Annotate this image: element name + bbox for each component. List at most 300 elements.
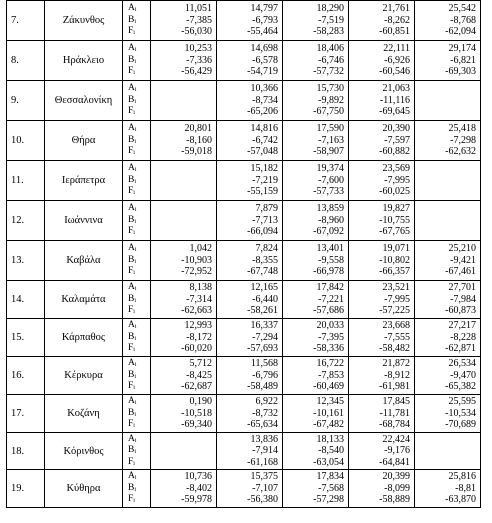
value-line: 16,337 [250, 320, 278, 332]
value-line: 18,406 [316, 43, 344, 55]
value-line [415, 106, 476, 117]
value-line: -72,952 [181, 266, 212, 278]
coefficient-letter: B [128, 445, 135, 456]
value-line: -56,030 [181, 26, 212, 38]
value-line: 20,033 [316, 320, 344, 332]
value-line: -60,546 [379, 66, 410, 78]
coefficient-label [128, 381, 150, 392]
value-line: -9,470 [450, 369, 476, 381]
value-line: -8,540 [318, 445, 344, 457]
coefficient-letter: F [128, 305, 134, 316]
row-number: 16. [7, 357, 45, 395]
value-line: -58,482 [379, 343, 410, 355]
value-line [151, 226, 212, 237]
coefficient-subscript: i [133, 110, 135, 117]
value-line: 11,051 [184, 3, 212, 15]
coefficient-label [128, 320, 150, 331]
coefficient-labels [123, 395, 151, 433]
coefficient-label [128, 370, 150, 381]
table-row [7, 281, 481, 319]
coefficient-subscript: i [134, 58, 137, 65]
value-line: 1,042 [189, 243, 212, 255]
city-name: Ιωάννινα [45, 201, 123, 241]
coefficient-label [128, 135, 150, 146]
value-line: 6,922 [255, 396, 278, 408]
coefficient-letter: A [128, 43, 135, 54]
table-row [7, 1, 481, 41]
value-line: -67,748 [247, 266, 278, 278]
coefficient-subscript: i [133, 460, 135, 467]
value-line: -65,382 [445, 381, 476, 393]
value-line: 13,859 [316, 203, 344, 215]
value-line [151, 83, 212, 94]
coefficient-label [128, 445, 150, 456]
city-name: Θήρα [45, 121, 123, 161]
table-row [7, 121, 481, 161]
value-cell [349, 81, 415, 121]
value-line: 13,401 [316, 243, 344, 255]
coefficient-letter: B [128, 94, 135, 105]
value-cell [349, 1, 415, 41]
value-cell [217, 121, 283, 161]
coefficient-subscript: i [134, 475, 137, 482]
value-line: -59,978 [181, 494, 212, 506]
value-line: -8,732 [252, 407, 278, 419]
coefficient-letter: A [128, 320, 135, 331]
value-cell [151, 357, 217, 395]
coefficient-label [128, 3, 150, 14]
value-line: -65,634 [247, 419, 278, 431]
coefficient-subscript: i [134, 138, 137, 145]
coefficient-labels [123, 281, 151, 319]
city-name: Καλαμάτα [45, 281, 123, 319]
coefficient-subscript: i [134, 373, 137, 380]
coefficient-subscript: i [133, 190, 135, 197]
value-cell [151, 161, 217, 201]
coefficient-letter: B [128, 14, 135, 25]
value-line: -10,161 [313, 407, 344, 419]
value-cell [283, 121, 349, 161]
coefficient-letter: B [128, 482, 135, 493]
value-cell [415, 1, 481, 41]
value-line: 29,174 [448, 43, 476, 55]
value-cell [415, 357, 481, 395]
value-line: 27,701 [448, 282, 476, 294]
value-line: 14,816 [250, 123, 278, 135]
coefficient-label [128, 266, 150, 277]
value-line: -8,960 [318, 214, 344, 226]
value-line [415, 457, 476, 468]
coefficient-label [128, 55, 150, 66]
coefficient-letter: B [128, 174, 135, 185]
coefficient-letter: F [128, 26, 134, 37]
row-number: 11. [7, 161, 45, 201]
value-line: -7,336 [186, 54, 212, 66]
value-line: -8,425 [186, 369, 212, 381]
row-number: 17. [7, 395, 45, 433]
coefficient-letter: A [128, 163, 135, 174]
value-line: 25,542 [448, 3, 476, 15]
value-line: -7,219 [252, 174, 278, 186]
table-row [7, 241, 481, 281]
value-line: -8,228 [450, 331, 476, 343]
value-cell [151, 470, 217, 508]
value-line: 17,834 [316, 471, 344, 483]
value-line: -60,025 [379, 186, 410, 198]
value-line: 12,345 [316, 396, 344, 408]
value-cell [349, 241, 415, 281]
value-cell [415, 161, 481, 201]
value-cell [283, 241, 349, 281]
value-line: -56,380 [247, 494, 278, 506]
value-line: -6,440 [252, 293, 278, 305]
coefficient-letter: A [128, 3, 135, 14]
value-line: -64,841 [379, 456, 410, 468]
city-name: Καβάλα [45, 241, 123, 281]
value-line: -61,168 [247, 456, 278, 468]
value-line [151, 203, 212, 214]
value-line: -8,402 [186, 482, 212, 494]
value-line: 18,290 [316, 3, 344, 15]
coefficient-label [128, 186, 150, 197]
coefficient-label [128, 43, 150, 54]
value-line: -7,995 [384, 293, 410, 305]
coefficient-letter: A [128, 471, 135, 482]
value-cell [217, 433, 283, 470]
value-line: -10,755 [379, 214, 410, 226]
value-cell [217, 1, 283, 41]
value-line: -57,693 [247, 343, 278, 355]
value-cell [283, 395, 349, 433]
coefficient-subscript: i [134, 335, 137, 342]
value-cell [151, 241, 217, 281]
value-line: 13,836 [250, 433, 278, 445]
value-line: 25,210 [448, 243, 476, 255]
value-cell [217, 161, 283, 201]
value-line: -68,784 [379, 419, 410, 431]
value-line: 14,797 [250, 3, 278, 15]
value-line [151, 175, 212, 186]
value-line: 8,138 [189, 282, 212, 294]
value-cell [151, 121, 217, 161]
city-name: Κάρπαθος [45, 319, 123, 357]
value-cell [217, 357, 283, 395]
value-line: -54,719 [247, 66, 278, 78]
value-line: -9,176 [384, 445, 410, 457]
value-cell [349, 161, 415, 201]
value-line: 27,217 [448, 320, 476, 332]
value-cell [283, 41, 349, 81]
value-line: -60,020 [181, 343, 212, 355]
value-cell [415, 41, 481, 81]
coefficient-subscript: i [133, 309, 135, 316]
coefficient-subscript: i [134, 7, 137, 14]
value-cell [283, 470, 349, 508]
value-line [415, 95, 476, 106]
value-line: -11,781 [379, 407, 410, 419]
value-cell [151, 281, 217, 319]
value-line: -8,172 [186, 331, 212, 343]
coefficient-letter: F [128, 66, 134, 77]
coefficient-label [128, 457, 150, 468]
value-line: -7,395 [318, 331, 344, 343]
coefficient-letter: A [128, 203, 135, 214]
value-line: -67,482 [313, 419, 344, 431]
value-line: -9,421 [450, 254, 476, 266]
value-cell [217, 281, 283, 319]
value-line: 16,722 [316, 358, 344, 370]
value-line: 20,390 [382, 123, 410, 135]
coefficient-label [128, 343, 150, 354]
row-number: 18. [7, 433, 45, 470]
coefficient-letter: A [128, 282, 135, 293]
value-line: 19,827 [382, 203, 410, 215]
value-line: -67,461 [445, 266, 476, 278]
value-line: 25,595 [448, 396, 476, 408]
value-line: -60,851 [379, 26, 410, 38]
value-line [415, 163, 476, 174]
value-cell [349, 121, 415, 161]
coefficient-labels [123, 1, 151, 41]
value-line [151, 215, 212, 226]
value-line: -63,054 [313, 456, 344, 468]
value-line: -66,357 [379, 266, 410, 278]
value-line: 12,993 [184, 320, 212, 332]
coefficient-label [128, 305, 150, 316]
value-cell [217, 470, 283, 508]
value-line: -57,732 [313, 66, 344, 78]
value-line: 23,521 [382, 282, 410, 294]
coefficient-labels [123, 241, 151, 281]
value-line: -58,336 [313, 343, 344, 355]
coefficient-subscript: i [134, 247, 137, 254]
value-line: -58,283 [313, 26, 344, 38]
value-cell [349, 319, 415, 357]
coefficient-letter: B [128, 214, 135, 225]
coefficient-subscript: i [134, 486, 137, 493]
coefficient-label [128, 358, 150, 369]
coefficient-subscript: i [134, 297, 137, 304]
value-line: -7,713 [252, 214, 278, 226]
coefficient-subscript: i [134, 437, 137, 444]
value-cell [283, 1, 349, 41]
city-name: Ηράκλειο [45, 41, 123, 81]
value-cell [349, 357, 415, 395]
value-line: 14,698 [250, 43, 278, 55]
coefficient-label [128, 396, 150, 407]
city-name: Κόρινθος [45, 433, 123, 470]
coefficient-label [128, 95, 150, 106]
coefficient-subscript: i [133, 498, 135, 505]
value-line: -66,094 [247, 226, 278, 238]
coefficient-letter: F [128, 456, 134, 467]
value-line: -58,889 [379, 494, 410, 506]
coefficient-label [128, 419, 150, 430]
value-line: -67,750 [313, 106, 344, 118]
coefficient-letter: B [128, 369, 135, 380]
coefficient-label [128, 282, 150, 293]
coefficient-labels [123, 161, 151, 201]
coefficient-subscript: i [134, 362, 137, 369]
value-line: 7,879 [255, 203, 278, 215]
value-line [415, 445, 476, 456]
table-row [7, 201, 481, 241]
value-line: -62,687 [181, 381, 212, 393]
value-cell [217, 81, 283, 121]
city-name: Κύθηρα [45, 470, 123, 508]
value-cell [151, 201, 217, 241]
value-line: -62,871 [445, 343, 476, 355]
coefficient-letter: F [128, 419, 134, 430]
coefficient-label [128, 123, 150, 134]
value-line: -58,907 [313, 146, 344, 158]
value-cell [415, 319, 481, 357]
value-line [151, 434, 212, 445]
value-line: -69,303 [445, 66, 476, 78]
row-number: 10. [7, 121, 45, 161]
value-line: -60,882 [379, 146, 410, 158]
coefficient-subscript: i [134, 324, 137, 331]
coefficient-label [128, 66, 150, 77]
coefficient-subscript: i [134, 98, 137, 105]
coefficients-table-page [6, 0, 480, 523]
value-line: -7,600 [318, 174, 344, 186]
coefficient-label [128, 408, 150, 419]
value-line: -6,746 [318, 54, 344, 66]
value-line [151, 163, 212, 174]
value-cell [415, 201, 481, 241]
coefficient-subscript: i [134, 127, 137, 134]
row-number: 14. [7, 281, 45, 319]
value-line: -59,018 [181, 146, 212, 158]
value-cell [283, 319, 349, 357]
coefficient-letter: B [128, 331, 135, 342]
table-row [7, 41, 481, 81]
value-line: 19,071 [382, 243, 410, 255]
value-line: -8,099 [384, 482, 410, 494]
coefficient-subscript: i [133, 30, 135, 37]
value-line [415, 434, 476, 445]
coefficient-subscript: i [133, 423, 135, 430]
value-cell [151, 81, 217, 121]
coefficient-subscript: i [134, 449, 137, 456]
coefficient-label [128, 15, 150, 26]
value-line: -7,314 [186, 293, 212, 305]
city-name: Ζάκυνθος [45, 1, 123, 41]
value-line: -69,645 [379, 106, 410, 118]
value-line: 25,418 [448, 123, 476, 135]
coefficient-subscript: i [134, 218, 137, 225]
value-line: -8,734 [252, 94, 278, 106]
value-line: -6,578 [252, 54, 278, 66]
value-cell [415, 395, 481, 433]
coefficient-label [128, 434, 150, 445]
value-line: -7,298 [450, 134, 476, 146]
value-cell [283, 161, 349, 201]
value-line: 22,111 [383, 43, 410, 55]
value-line: -8,262 [384, 14, 410, 26]
coefficient-subscript: i [133, 385, 135, 392]
coefficient-label [128, 83, 150, 94]
table-row [7, 470, 481, 508]
city-name: Ιεράπετρα [45, 161, 123, 201]
coefficient-subscript: i [134, 411, 137, 418]
value-line: 11,568 [250, 358, 278, 370]
coefficient-subscript: i [134, 286, 137, 293]
coefficient-letter: A [128, 83, 135, 94]
coefficient-labels [123, 41, 151, 81]
value-cell [283, 433, 349, 470]
coefficient-subscript: i [133, 230, 135, 237]
value-line: -7,995 [384, 174, 410, 186]
row-number: 19. [7, 470, 45, 508]
value-line: -8,912 [384, 369, 410, 381]
coefficient-label [128, 483, 150, 494]
city-name: Κέρκυρα [45, 357, 123, 395]
value-line: 26,534 [448, 358, 476, 370]
coefficient-labels [123, 433, 151, 470]
value-line: -62,632 [445, 146, 476, 158]
value-line: 22,424 [382, 433, 410, 445]
value-line: -57,225 [379, 305, 410, 317]
coefficient-letter: B [128, 293, 135, 304]
value-line: 19,374 [316, 163, 344, 175]
value-line [415, 186, 476, 197]
coefficient-letter: F [128, 146, 134, 157]
value-cell [217, 395, 283, 433]
coefficient-letter: F [128, 494, 134, 505]
value-line: 5,712 [189, 358, 212, 370]
value-cell [415, 81, 481, 121]
value-line: 23,569 [382, 163, 410, 175]
value-cell [349, 433, 415, 470]
value-cell [151, 1, 217, 41]
value-line: -7,107 [252, 482, 278, 494]
coefficient-labels [123, 81, 151, 121]
city-name: Θεσσαλονίκη [45, 81, 123, 121]
table-row [7, 357, 481, 395]
coefficient-subscript: i [133, 70, 135, 77]
value-line: 20,801 [184, 123, 212, 135]
value-line: 10,736 [184, 471, 212, 483]
value-line: -6,796 [252, 369, 278, 381]
value-cell [415, 470, 481, 508]
coefficient-letter: F [128, 106, 134, 117]
coefficient-label [128, 106, 150, 117]
table-row [7, 433, 481, 470]
value-line: 10,253 [184, 43, 212, 55]
value-line: -7,519 [318, 14, 344, 26]
value-cell [283, 357, 349, 395]
value-line: -7,984 [450, 293, 476, 305]
coefficient-label [128, 215, 150, 226]
value-line: -7,221 [318, 293, 344, 305]
value-line [415, 215, 476, 226]
coefficient-letter: F [128, 343, 134, 354]
value-line: -8,768 [450, 14, 476, 26]
value-line: -62,094 [445, 26, 476, 38]
coefficient-label [128, 26, 150, 37]
value-line: 18,133 [316, 433, 344, 445]
row-number: 13. [7, 241, 45, 281]
table-row [7, 319, 481, 357]
coefficient-subscript: i [133, 347, 135, 354]
value-line: 7,824 [255, 243, 278, 255]
row-number: 9. [7, 81, 45, 121]
value-line: 17,842 [316, 282, 344, 294]
value-line [415, 175, 476, 186]
coefficient-label [128, 203, 150, 214]
